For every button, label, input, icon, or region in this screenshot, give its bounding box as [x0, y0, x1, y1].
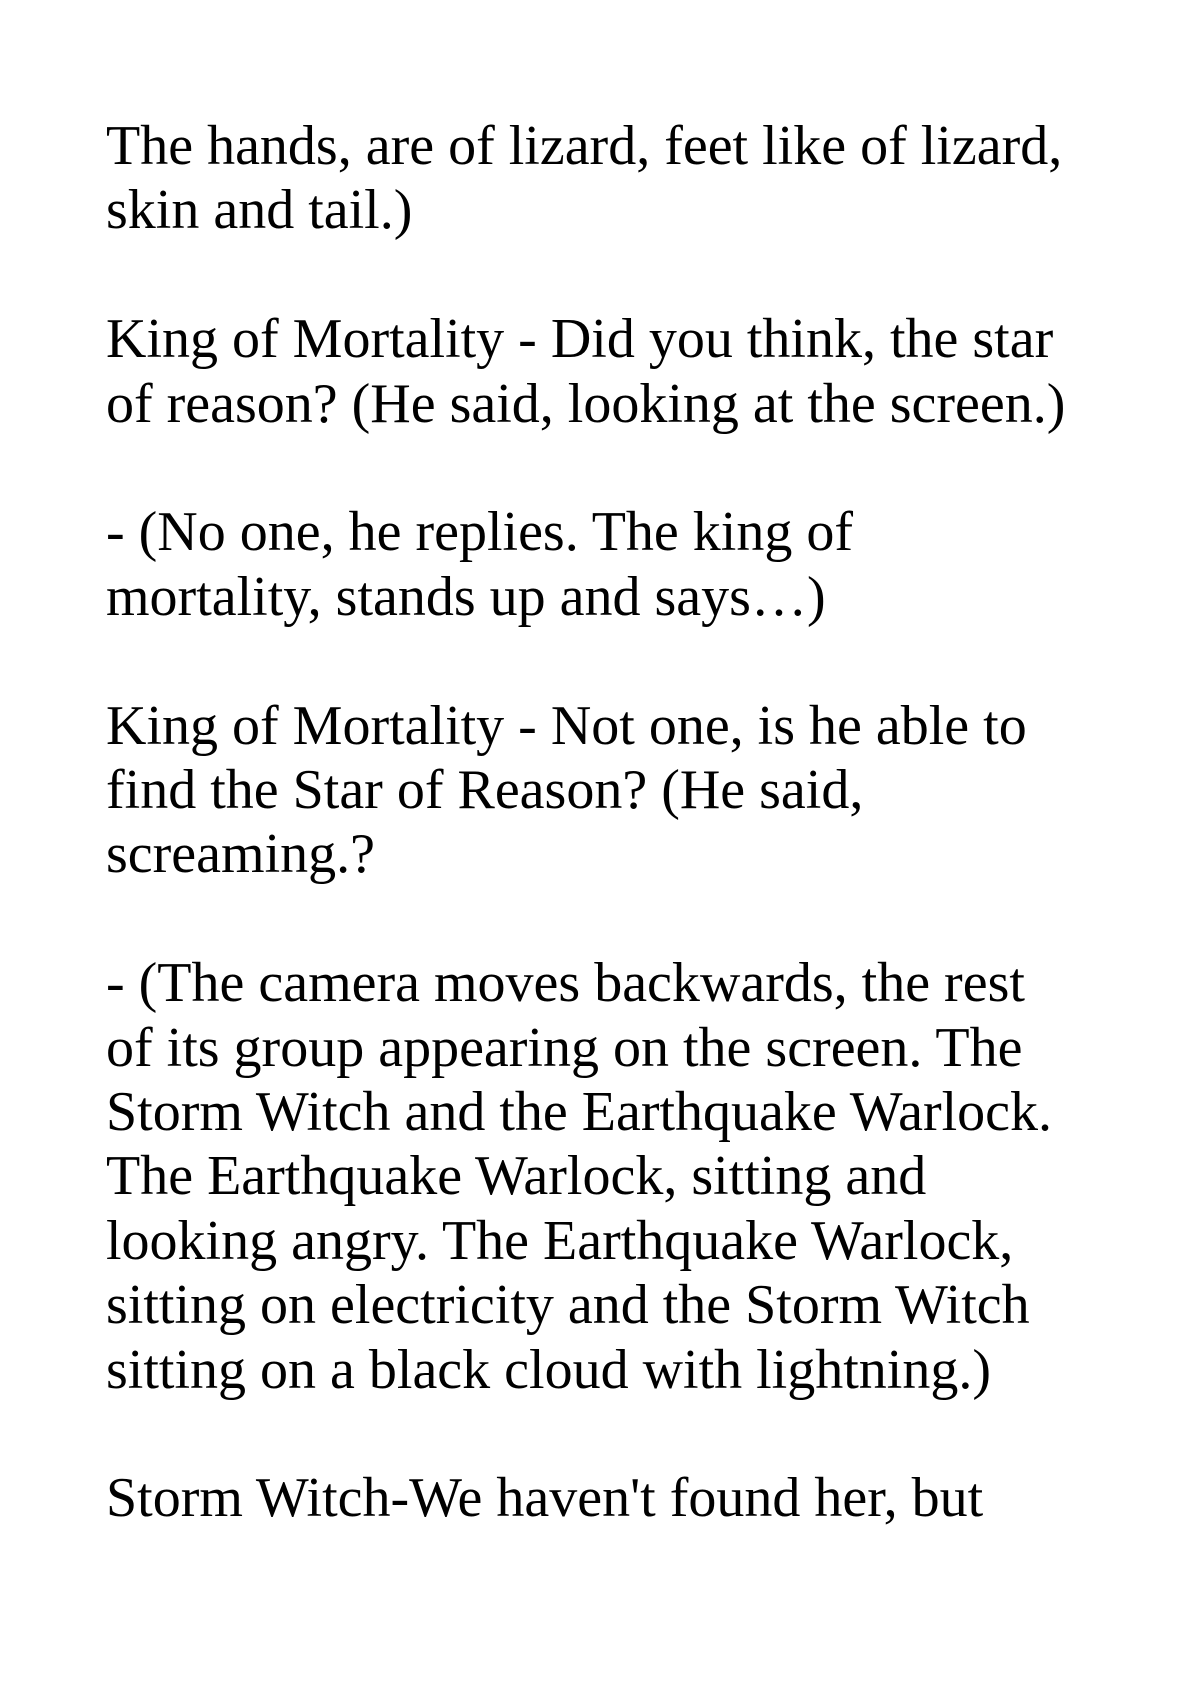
- text-line: - (The camera moves backwards, the rest: [106, 952, 1025, 1015]
- paragraph: [106, 694, 1116, 887]
- paragraph: [106, 1466, 1116, 1530]
- paragraph: [106, 114, 1116, 243]
- text-line: sitting on a black cloud with lightning.): [106, 1338, 992, 1401]
- text-line: King of Mortality - Did you think, the star: [106, 308, 1054, 371]
- text-line: mortality, stands up and says…): [106, 565, 826, 628]
- text-line: The hands, are of lizard, feet like of lizard,: [106, 115, 1063, 177]
- text-line: screaming.?: [106, 823, 375, 886]
- paragraph: [106, 500, 1116, 629]
- text-line: sitting on electricity and the Storm Witch: [106, 1274, 1030, 1337]
- text-line: Storm Witch and the Earthquake Warlock.: [106, 1081, 1053, 1144]
- text-line: King of Mortality - Not one, is he able to: [106, 694, 1027, 757]
- paragraph: [106, 307, 1116, 436]
- paragraph: [106, 951, 1116, 1402]
- text-line: skin and tail.): [106, 179, 413, 242]
- text-line: Storm Witch-We haven't found her, but: [106, 1467, 984, 1530]
- text-line: find the Star of Reason? (He said,: [106, 759, 864, 822]
- text-line: The Earthquake Warlock, sitting and: [106, 1145, 927, 1208]
- text-line: - (No one, he replies. The king of: [106, 501, 853, 564]
- text-line: of its group appearing on the screen. The: [106, 1016, 1023, 1079]
- page-content: [106, 114, 1116, 1531]
- text-line: of reason? (He said, looking at the screen.): [106, 372, 1066, 435]
- text-line: looking angry. The Earthquake Warlock,: [106, 1209, 1014, 1272]
